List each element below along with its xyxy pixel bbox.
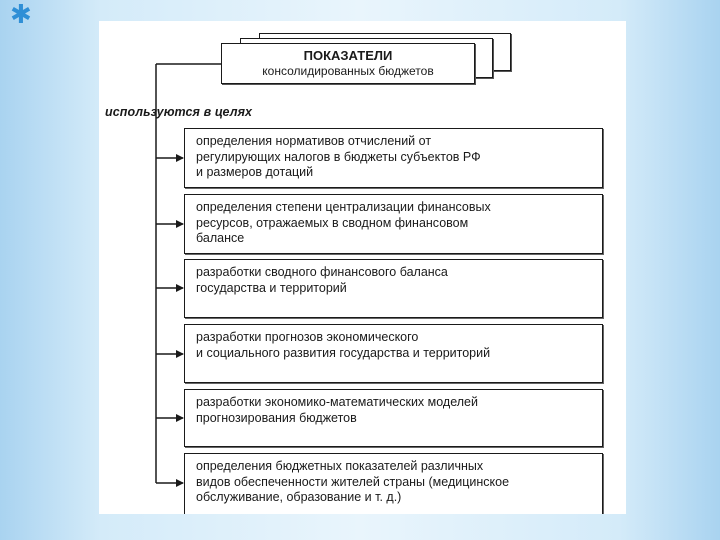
purpose-box: разработки прогнозов экономического и социального развития государства и территорий	[184, 324, 603, 383]
purpose-box: определения степени централизации финансовых ресурсов, отражаемых в сводном финансовом балансе	[184, 194, 603, 254]
purpose-box: разработки сводного финансового баланса государства и территорий	[184, 259, 603, 318]
purpose-box: разработки экономико-математических моделей прогнозирования бюджетов	[184, 389, 603, 447]
purpose-box: определения нормативов отчислений от регулирующих налогов в бюджеты субъектов РФ и размеров дотаций	[184, 128, 603, 188]
header-card	[221, 43, 475, 84]
purpose-box: определения бюджетных показателей различных видов обеспеченности жителей страны (медицинское обслуживание, образование и т. д.)	[184, 453, 603, 514]
section-label: используются в целях	[105, 105, 253, 119]
header-subtitle: консолидированных бюджетов	[262, 64, 434, 78]
slide	[99, 21, 626, 514]
header-title: ПОКАЗАТЕЛИ	[303, 48, 393, 63]
decorative-star-icon: ✱	[10, 0, 32, 30]
